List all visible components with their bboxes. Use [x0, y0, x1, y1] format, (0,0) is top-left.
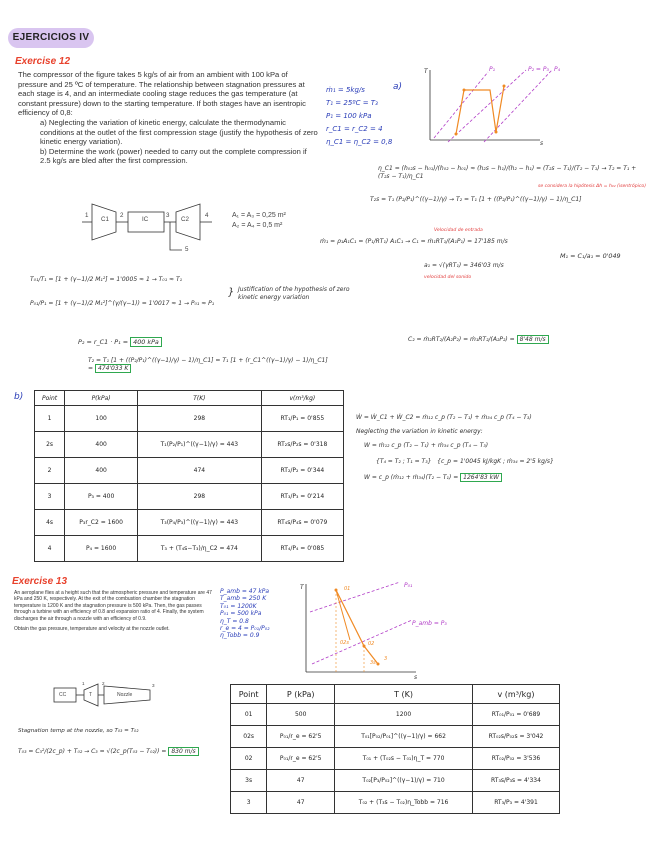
- cell: RT₄/P₄ = 0'085: [261, 536, 343, 562]
- t2s-equation: T₂s = T₁ (P₂/P₁)^((γ−1)/γ) → T₂ = T₁ [1 + ((P₂/P₁)^((γ−1)/γ) − 1)/η_C1]: [370, 196, 582, 203]
- ex12-state-table: [34, 390, 344, 562]
- nozzle-label: Nozzle: [117, 692, 133, 698]
- state-point-4: [503, 85, 506, 88]
- cell: 474: [138, 458, 262, 484]
- brace: }: [228, 287, 235, 298]
- cell: RT₀₁/P₀₁ = 0'689: [472, 704, 559, 726]
- ex13-label-3: 3: [384, 656, 388, 662]
- cell: RT₀₂/P₀₂ = 3'536: [472, 748, 559, 770]
- p2-result: 400 kPa: [130, 337, 162, 347]
- work-equation-3: {T₄ = T₂ ; T₁ = T₃}: [376, 458, 432, 465]
- cell: 3: [231, 792, 267, 814]
- ex13-given: [220, 588, 270, 640]
- cell: RT₁/P₁ = 0'855: [261, 406, 343, 432]
- ex12-part-b: b) Determine the work (power) needed to carry out the complete compression if 2.5 kg/s are bled after the first compression.: [40, 146, 307, 166]
- turbine-label: T: [89, 692, 93, 698]
- label-a: a): [393, 82, 403, 92]
- header-volume: v (m³/kg): [472, 685, 559, 704]
- exercise-12-statement: [18, 70, 318, 166]
- cell: 2s: [35, 432, 65, 458]
- cell: T₀₁[P₀₂/P₀₁]^((γ−1)/γ) = 662: [335, 726, 473, 748]
- cell: T₀₂ + (T₃s − T₀₂)η_Tobb = 716: [335, 792, 473, 814]
- stagnation-label: Stagnation temp at the nozzle, so T₀₃ = T₀₂: [18, 728, 139, 734]
- work-final: [356, 474, 648, 482]
- node-3: 3: [166, 212, 170, 219]
- table-header-row: [35, 391, 344, 406]
- state-point-1: [455, 133, 458, 136]
- table-row: [35, 458, 344, 484]
- given-item: P_amb = 47 kPa: [220, 588, 270, 595]
- cell: T₁(P₂/P₁)^((γ−1)/γ) = 443: [138, 432, 262, 458]
- isobar-p4: [484, 70, 552, 142]
- area-1: A₁ = A₃ = 0,25 m²: [232, 212, 286, 219]
- table-row: [35, 484, 344, 510]
- section-title: EJERCICIOS IV: [8, 28, 94, 48]
- state-point-02: [363, 645, 366, 648]
- cc-label: CC: [59, 692, 67, 698]
- note-isentropic: se considera la hipótesis Δh = h₀₂ (isentrópico): [538, 184, 647, 189]
- ex13-node-2: 2: [102, 681, 105, 686]
- stagnation-equation: [18, 748, 238, 755]
- ex12-statement-text: The compressor of the figure takes 5 kg/s of air from an ambient with 100 kPa of pressure and 25 ºC of temperature. The relationship between stagnation pressures at each stage is 4, and an intermediate cooling stage reduces the gas temperature (at constant pressure) down to the starting temperature. If both stages have an isentropic efficiency of 0,8:: [18, 70, 306, 118]
- ex12-work-section: [356, 414, 648, 482]
- exercise-13-title: Exercise 13: [12, 576, 68, 587]
- table-row: [231, 792, 560, 814]
- t2-equation: [88, 357, 328, 373]
- state-point-01: [335, 589, 338, 592]
- velocity-inlet-label: Velocidad de entrada: [434, 228, 483, 233]
- given-item: η_Tobb = 0.9: [220, 632, 260, 640]
- ex13-node-1: 1: [82, 681, 85, 686]
- ex12-p1-label: P₁: [489, 66, 496, 73]
- work-equation-4: {c_p = 1'0045 kJ/kgK ; ṁ₃₄ = 2'5 kg/s}: [437, 458, 554, 465]
- header-pressure: P(kPa): [65, 391, 138, 406]
- ex13-statement-text: An aeroplane flies at a height such that the atmospheric pressure and temperature are 47 kPa and 250 K, respectively. At the exit of the combustion chamber the stagnation temperature is 1200 K and the stagnation pressure is 500 kPa. Then, the gas passes through a turbine with an efficiency of 0.8 and expansion ratio of 4. Finally, the system discharges the air through a nozzle with an efficiency of 0.9.: [14, 590, 212, 622]
- cell: 47: [267, 770, 335, 792]
- cell: 02: [231, 748, 267, 770]
- cell: 4s: [35, 510, 65, 536]
- given-item: T₀₁ = 1200K: [220, 602, 257, 610]
- cell: P₃ = 400: [65, 484, 138, 510]
- cell: 47: [267, 792, 335, 814]
- cell: 4: [35, 536, 65, 562]
- table-header-row: [231, 685, 560, 704]
- process-path: [456, 86, 504, 134]
- state-point-2: [463, 89, 466, 92]
- table-row: [35, 510, 344, 536]
- given-pressure: P₁ = 100 kPa: [326, 112, 372, 120]
- label-b: b): [14, 392, 24, 402]
- table-row: [231, 770, 560, 792]
- t2-equation-text: T₂ = T₁ [1 + ((P₂/P₁)^((γ−1)/γ) − 1)/η_C1] = T₁ [1 + (r_C1^((γ−1)/γ) − 1)/η_C1] =: [88, 357, 328, 372]
- state-point-3: [377, 663, 380, 666]
- cell: 500: [267, 704, 335, 726]
- p2-equation: [78, 338, 162, 346]
- cell: RT₀₂s/P₀₂s = 3'042: [472, 726, 559, 748]
- ex12-t-axis-label: T: [424, 68, 428, 75]
- header-point: Point: [231, 685, 267, 704]
- t2-result: 474'033 K: [95, 364, 131, 373]
- exercise-13-statement: [14, 590, 212, 632]
- header-volume: v(m³/kg): [261, 391, 343, 406]
- cell: 100: [65, 406, 138, 432]
- work-equation-2: W = ṁ₁₂ c_p (T₂ − T₁) + ṁ₃₄ c_p (T₄ − T₃): [364, 442, 489, 449]
- ex13-label-01: 01: [344, 586, 351, 592]
- expansion-path: [336, 590, 378, 664]
- ex13-s-axis-label: s: [414, 674, 418, 681]
- table-row: [35, 432, 344, 458]
- cell: T₃(P₄/P₃)^((γ−1)/γ) = 443: [138, 510, 262, 536]
- node-5: 5: [185, 246, 189, 253]
- ex12-s-axis-label: s: [540, 140, 544, 147]
- given-item: T_amb = 250 K: [220, 595, 267, 603]
- ex13-label-02: 02: [368, 641, 375, 647]
- cell: T₀₁ + (T₀₂s − T₀₁)η_T = 770: [335, 748, 473, 770]
- cell: T₀₂[P₃/P₀₂]^((γ−1)/γ) = 710: [335, 770, 473, 792]
- cell: RT₃/P₃ = 0'214: [261, 484, 343, 510]
- c2-equation: [408, 336, 648, 343]
- state-point-3: [495, 131, 498, 134]
- cell: RT₂/P₂ = 0'344: [261, 458, 343, 484]
- work-result: 1264'83 kW: [460, 473, 502, 482]
- ex13-t-axis-label: T: [300, 584, 304, 591]
- cell: 02s: [231, 726, 267, 748]
- given-item: P₀₁ = 500 kPa: [220, 610, 262, 618]
- table-row: [35, 536, 344, 562]
- header-temperature: T (K): [335, 685, 473, 704]
- table-row: [231, 726, 560, 748]
- sound-speed-label: velocidad del sonido: [424, 275, 472, 280]
- ex13-pamb-label: P_amb = P₃: [412, 620, 447, 627]
- cell: P₀₁/r_e = 62'5: [267, 726, 335, 748]
- ex13-node-3: 3: [152, 683, 155, 688]
- ex13-label-3s: 3s: [370, 660, 376, 666]
- node-2: 2: [120, 212, 124, 219]
- work-conditions: [356, 458, 648, 466]
- header-pressure: P (kPa): [267, 685, 335, 704]
- header-point: Point: [35, 391, 65, 406]
- cell: 3: [35, 484, 65, 510]
- node-4: 4: [205, 212, 209, 219]
- stagnation-result: 830 m/s: [168, 747, 198, 756]
- ex13-label-02s: 02s: [340, 640, 349, 646]
- area-2: A₂ = A₄ = 0,5 m²: [232, 222, 283, 229]
- cell: 01: [231, 704, 267, 726]
- temperature-ratio-equation: T₀₁/T₁ = [1 + (γ−1)/2 M₁²] = 1'0005 ≈ 1 → T₀₁ ≈ T₁: [30, 276, 183, 283]
- ex12-p4-label: P₄: [554, 66, 561, 73]
- ts-diagram-ex12: [420, 68, 580, 158]
- c1-label: C1: [101, 216, 109, 223]
- c2-label: C2: [181, 216, 189, 223]
- efficiency-equation: η_C1 = (h₀₂s − h₀₁)/(h₀₂ − h₀₁) ≈ (h₂s − h₁)/(h₂ − h₁) = (T₂s − T₁)/(T₂ − T₁) → T₂ = T₁ + (T₂s − T₁)/η_C1: [378, 165, 637, 180]
- work-equation-5: W = c_p (ṁ₁₂ + ṁ₃₄)(T₂ − T₁) =: [364, 474, 459, 481]
- cell: P₄ = 1600: [65, 536, 138, 562]
- node-1: 1: [85, 212, 89, 219]
- sound-speed-equation: a₁ = √(γRT₁) = 346'03 m/s: [424, 262, 504, 269]
- cell: RT₃s/P₃s = 4'334: [472, 770, 559, 792]
- cell: 1: [35, 406, 65, 432]
- given-item: η_T = 0.8: [220, 617, 249, 625]
- compressor-diagram: [82, 198, 242, 258]
- p2-equation-text: P₂ = r_C1 · P₁ =: [78, 338, 129, 346]
- isobar-p01: [310, 582, 400, 612]
- cell: RT₃/P₃ = 4'391: [472, 792, 559, 814]
- cell: P₃r_C2 = 1600: [65, 510, 138, 536]
- cell: P₀₁/r_e = 62'5: [267, 748, 335, 770]
- cell: 3s: [231, 770, 267, 792]
- ex13-question: Obtain the gas pressure, temperature and velocity at the nozzle outlet.: [14, 626, 170, 633]
- given-mass: ṁ₁ = 5kg/s: [326, 86, 365, 94]
- ex12-given: [326, 84, 392, 149]
- table-row: [231, 748, 560, 770]
- justification-text: Justification of the hypothesis of zero kinetic energy variation: [238, 286, 350, 301]
- given-item: r_e = 4 = P₀₁/P₀₂: [220, 625, 270, 633]
- mach-equation: M₁ = C₁/a₁ = 0'049: [560, 252, 621, 260]
- c2-equation-text: C₂ = ṁ₂RT₂/(A₂P₂) = ṁ₁RT₂/(A₂P₂) =: [408, 336, 515, 343]
- cell: 400: [65, 458, 138, 484]
- ex13-p01-label: P₀₁: [404, 582, 413, 589]
- cell: 298: [138, 406, 262, 432]
- table-row: [231, 704, 560, 726]
- given-efficiency: η_C1 = η_C2 = 0,8: [326, 138, 393, 146]
- cell: 2: [35, 458, 65, 484]
- exercise-12-title: Exercise 12: [15, 56, 71, 67]
- given-temp: T₁ = 25ºC = T₃: [326, 99, 378, 107]
- mass-flow-equation: ṁ₁ = ρ₁A₁C₁ = (P₁/RT₁) A₁C₁ → C₁ = ṁ₁RT₁/(A₁P₁) = 17'185 m/s: [320, 238, 508, 245]
- cell: RT₄s/P₄s = 0'079: [261, 510, 343, 536]
- ex13-state-table: [230, 684, 560, 814]
- ex12-part-a: a) Neglecting the variation of kinetic energy, calculate the thermodynamic conditions at the outlet of the first compression stage (justify the hypothesis of zero kinetic energy variation).: [40, 117, 318, 147]
- cell: 298: [138, 484, 262, 510]
- pressure-ratio-equation: P₀₁/P₁ = [1 + (γ−1)/2 M₁²]^(γ/(γ−1)) = 1'0017 ≈ 1 → P₀₁ ≈ P₁: [30, 300, 215, 307]
- stagnation-equation-text: T₀₃ = C₃²/(2c_p) + T₀₂ → C₃ = √(2c_p(T₀₃ − T₀₂)) =: [18, 748, 167, 755]
- work-equation-1: Ẇ = Ẇ_C1 + Ẇ_C2 = ṁ₁₂ c_p (T₂ − T₁) + ṁ₃₄ c_p (T₄ − T₃): [356, 414, 532, 421]
- c2-result: 8'48 m/s: [517, 335, 549, 344]
- header-temperature: T(K): [138, 391, 262, 406]
- ic-label: IC: [142, 216, 149, 223]
- work-note: Neglecting the variation in kinetic energy:: [356, 428, 483, 435]
- cell: 1200: [335, 704, 473, 726]
- cell: RT₂s/P₂s = 0'318: [261, 432, 343, 458]
- cell: T₃ + (T₄s−T₃)/η_C2 = 474: [138, 536, 262, 562]
- table-row: [35, 406, 344, 432]
- cell: 400: [65, 432, 138, 458]
- ex12-p2-label: P₂ = P₃: [528, 66, 549, 73]
- given-ratio: r_C1 = r_C2 = 4: [326, 125, 383, 133]
